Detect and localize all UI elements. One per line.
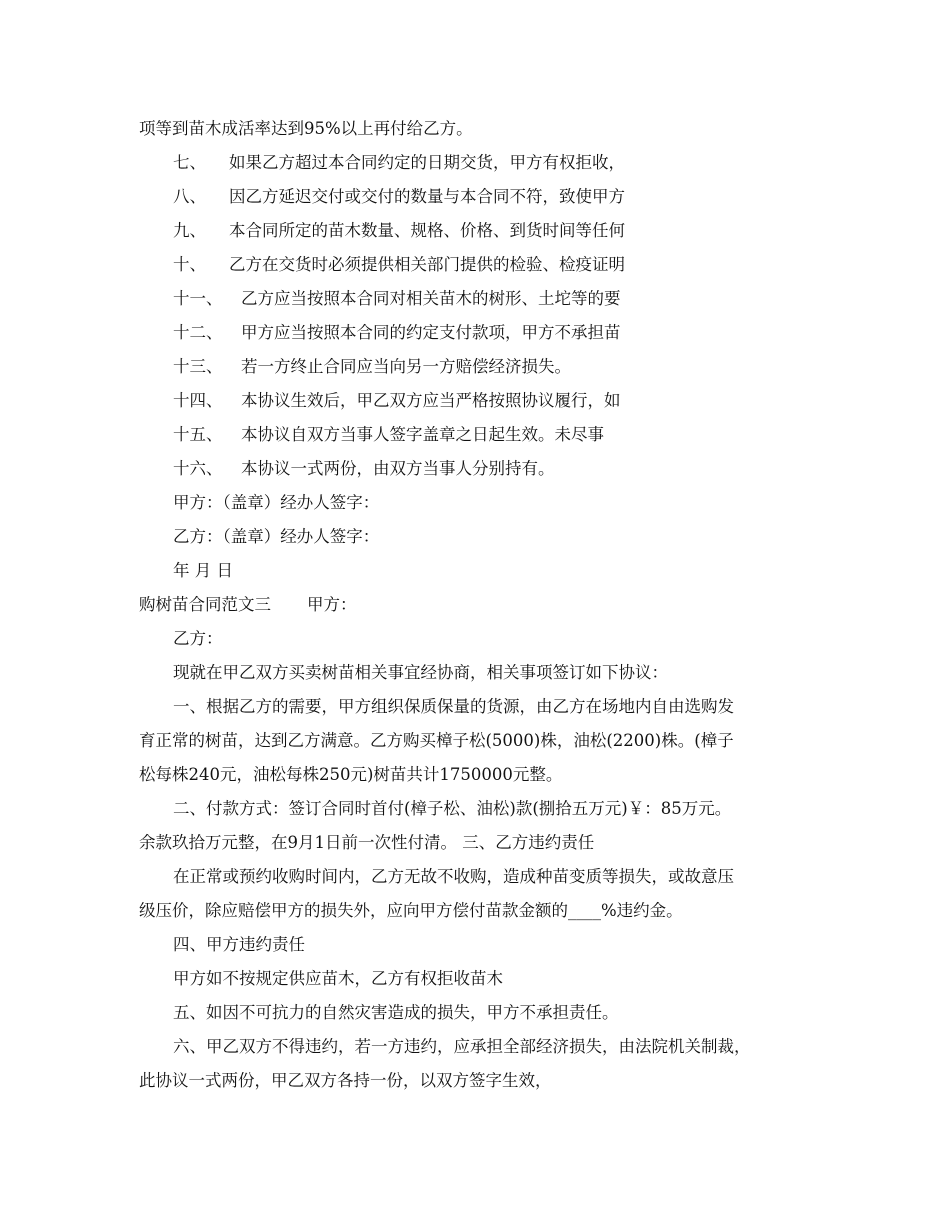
section-three-heading <box>139 588 839 622</box>
clause-text: 乙方应当按照本合同对相关苗木的树形、土坨等的要 <box>241 289 621 308</box>
clause-one-line-3: 松每株240元，油松每株250元)树苗共计1750000元整。 <box>139 765 563 784</box>
clause-text: 如果乙方超过本合同约定的日期交货，甲方有权拒收， <box>229 153 625 172</box>
clause-text: 本协议生效后，甲乙双方应当严格按照协议履行，如 <box>241 391 621 410</box>
clause-one-line-2: 育正常的树苗，达到乙方满意。乙方购买樟子松(5000)株，油松(2200)株。(樟子 <box>139 731 734 750</box>
clause-number: 九、 <box>173 221 206 240</box>
clause-item-14 <box>139 384 839 418</box>
clause-number: 八、 <box>173 187 206 206</box>
clause-four-text: 甲方如不按规定供应苗木，乙方有权拒收苗木 <box>173 969 503 988</box>
clause-four-title: 四、甲方违约责任 <box>173 935 305 954</box>
party-b-signature-line: 乙方：（盖章）经办人签字： <box>173 527 380 546</box>
clause-number: 十、 <box>173 255 206 274</box>
clause-item-7 <box>139 146 839 180</box>
section-three-party-a: 甲方： <box>307 595 357 614</box>
section-three-title: 购树苗合同范文三 <box>139 595 271 614</box>
clause-one-line-1: 一、根据乙方的需要，甲方组织保质保量的货源，由乙方在场地内自由选购发 <box>173 697 734 716</box>
document-body <box>139 112 839 1098</box>
clause-text: 本协议自双方当事人签字盖章之日起生效。未尽事 <box>241 425 604 444</box>
clause-five-text: 五、如因不可抗力的自然灾害造成的损失，甲方不承担责任。 <box>173 1003 619 1022</box>
clause-text: 本协议一式两份，由双方当事人分别持有。 <box>241 459 555 478</box>
clause-number: 十一、 <box>173 289 223 308</box>
clause-item-15 <box>139 418 839 452</box>
clause-number: 十四、 <box>173 391 223 410</box>
clause-item-16 <box>139 452 839 486</box>
clause-number: 十三、 <box>173 357 223 376</box>
clause-text: 因乙方延迟交付或交付的数量与本合同不符，致使甲方 <box>229 187 625 206</box>
clause-number: 七、 <box>173 153 206 172</box>
clause-six-line-1: 六、甲乙双方不得违约，若一方违约，应承担全部经济损失，由法院机关制裁， <box>173 1037 751 1056</box>
clause-number: 十二、 <box>173 323 223 342</box>
clause-three-line-1: 在正常或预约收购时间内，乙方无故不收购，造成种苗变质等损失，或故意压 <box>173 867 734 886</box>
clause-text: 乙方在交货时必须提供相关部门提供的检验、检疫证明 <box>229 255 625 274</box>
intro-line: 项等到苗木成活率达到95%以上再付给乙方。 <box>139 119 473 138</box>
section-three-preamble: 现就在甲乙双方买卖树苗相关事宜经协商，相关事项签订如下协议： <box>173 663 668 682</box>
clause-two-line-2: 余款玖拾万元整，在9月1日前一次性付清。 三、乙方违约责任 <box>139 833 595 852</box>
clause-item-9 <box>139 214 839 248</box>
clause-six-line-2: 此协议一式两份，甲乙双方各持一份，以双方签字生效， <box>139 1071 552 1090</box>
clause-text: 本合同所定的苗木数量、规格、价格、到货时间等任何 <box>229 221 625 240</box>
clause-item-13 <box>139 350 839 384</box>
clause-number: 十五、 <box>173 425 223 444</box>
party-a-signature-line: 甲方：（盖章）经办人签字： <box>173 493 380 512</box>
clause-item-10 <box>139 248 839 282</box>
clause-item-12 <box>139 316 839 350</box>
clause-item-11 <box>139 282 839 316</box>
clause-two-line-1: 二、付款方式：签订合同时首付(樟子松、油松)款(捌拾五万元)￥：85万元。 <box>173 799 732 818</box>
date-line: 年 月 日 <box>173 561 233 580</box>
clause-text: 若一方终止合同应当向另一方赔偿经济损失。 <box>241 357 571 376</box>
clause-three-line-2: 级压价，除应赔偿甲方的损失外，应向甲方偿付苗款金额的____%违约金。 <box>139 901 683 920</box>
clause-number: 十六、 <box>173 459 223 478</box>
clause-text: 甲方应当按照本合同的约定支付款项，甲方不承担苗 <box>241 323 621 342</box>
clause-item-8 <box>139 180 839 214</box>
section-three-party-b: 乙方： <box>173 629 223 648</box>
